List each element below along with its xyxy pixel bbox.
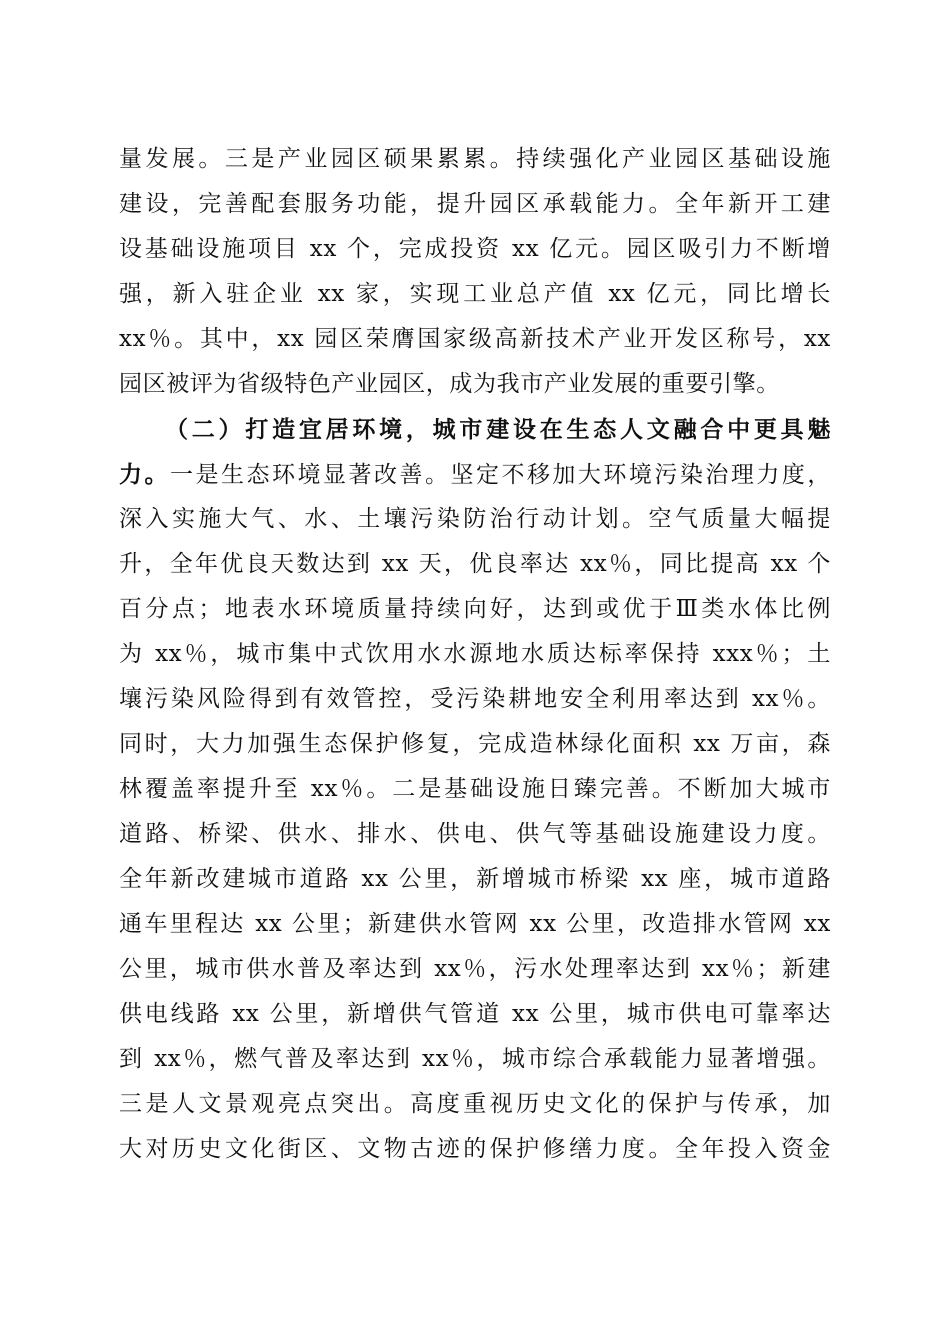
text-line: 大对历史文化街区、文物古迹的保护修缮力度。全年投入资金 — [119, 1136, 831, 1162]
text-line: 为 xx％，城市集中式饮用水水源地水质达标率保持 xxx％；土 — [119, 641, 831, 667]
document-body — [119, 137, 831, 1172]
text-line: xx％。其中，xx 园区荣膺国家级高新技术产业开发区称号，xx — [119, 326, 831, 352]
text-line: 升，全年优良天数达到 xx 天，优良率达 xx％，同比提高 xx 个 — [119, 551, 831, 577]
text-line: 公里，城市供水普及率达到 xx％，污水处理率达到 xx％；新建 — [119, 956, 831, 982]
text-line: 三是人文景观亮点突出。高度重视历史文化的保护与传承，加 — [119, 1091, 831, 1117]
text-line: 建设，完善配套服务功能，提升园区承载能力。全年新开工建 — [119, 191, 831, 217]
section-heading: （二）打造宜居环境，城市建设在生态人文融合中更具魅 — [165, 416, 831, 443]
text-line: 林覆盖率提升至 xx％。二是基础设施日臻完善。不断加大城市 — [119, 776, 831, 802]
text-line: 设基础设施项目 xx 个，完成投资 xx 亿元。园区吸引力不断增 — [119, 236, 831, 262]
text-line: 通车里程达 xx 公里；新建供水管网 xx 公里，改造排水管网 xx — [119, 911, 831, 937]
text-line: 全年新改建城市道路 xx 公里，新增城市桥梁 xx 座，城市道路 — [119, 866, 831, 892]
text-line: 供电线路 xx 公里，新增供气管道 xx 公里，城市供电可靠率达 — [119, 1001, 831, 1027]
text-line: 百分点；地表水环境质量持续向好，达到或优于Ⅲ类水体比例 — [119, 596, 831, 622]
text-line — [119, 452, 831, 497]
text-line: 同时，大力加强生态保护修复，完成造林绿化面积 xx 万亩，森 — [119, 731, 831, 757]
text-line: 量发展。三是产业园区硕果累累。持续强化产业园区基础设施 — [119, 146, 831, 172]
text-line: 园区被评为省级特色产业园区，成为我市产业发展的重要引擎。 — [119, 371, 780, 397]
text-line: 道路、桥梁、供水、排水、供电、供气等基础设施建设力度。 — [119, 821, 831, 847]
text-line: 深入实施大气、水、土壤污染防治行动计划。空气质量大幅提 — [119, 506, 831, 532]
text-line-rest: 一是生态环境显著改善。坚定不移加大环境污染治理力度， — [170, 462, 831, 488]
text-line: 到 xx％，燃气普及率达到 xx％，城市综合承载能力显著增强。 — [119, 1046, 831, 1072]
text-line: 强，新入驻企业 xx 家，实现工业总产值 xx 亿元，同比增长 — [119, 281, 831, 307]
text-line: 壤污染风险得到有效管控，受污染耕地安全利用率达到 xx％。 — [119, 686, 831, 712]
section-heading-continuation: 力。 — [119, 461, 170, 488]
